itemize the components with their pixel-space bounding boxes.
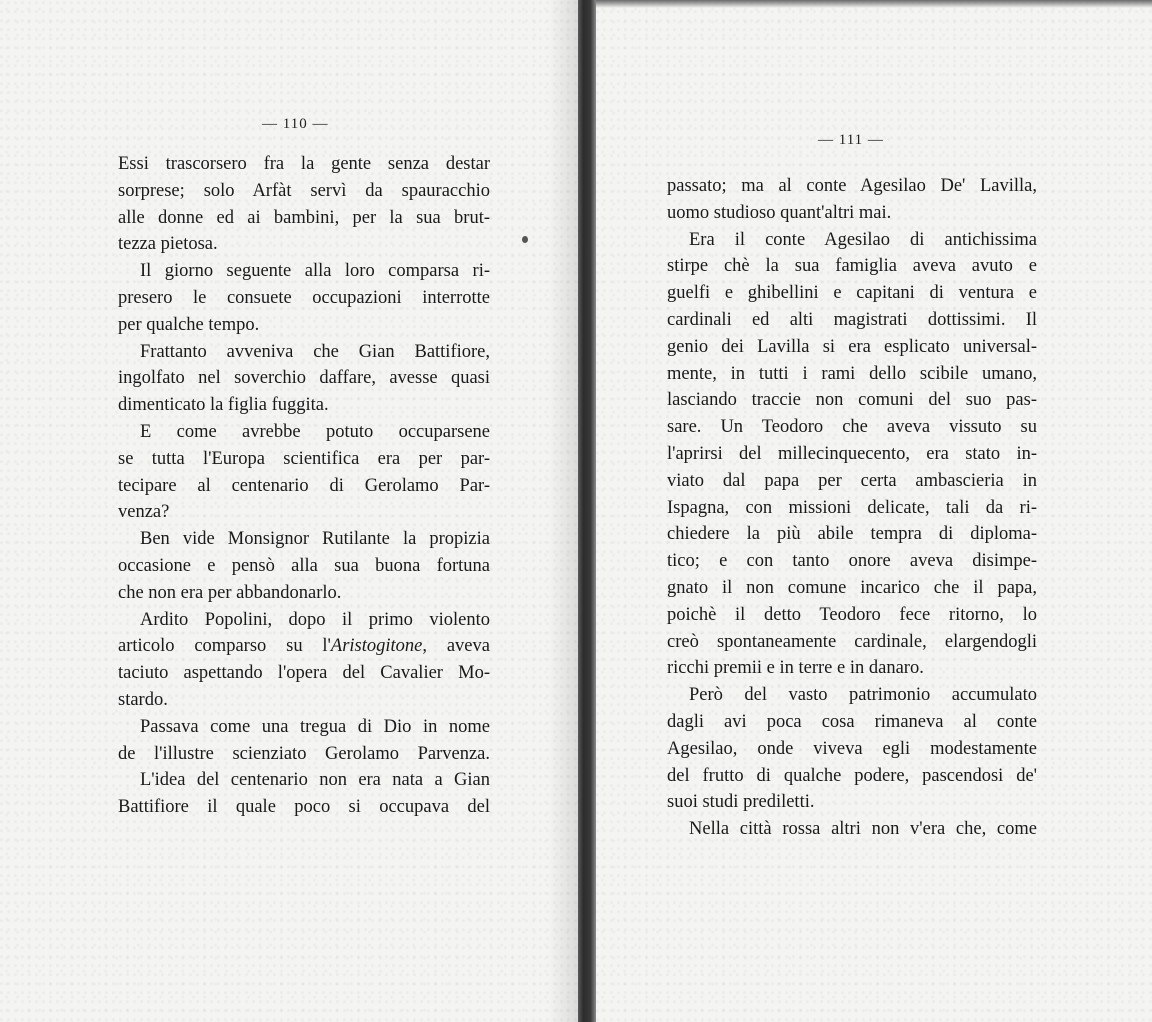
text-line: Passava come una tregua di Dio in nome — [140, 716, 490, 737]
text-line: guelfi e ghibellini e capitani di ventura e — [667, 283, 1037, 304]
page-number-right: — 111 — — [818, 132, 884, 148]
text-line: sare. Un Teodoro che aveva vissuto su — [667, 417, 1037, 438]
text-line: Frattanto avveniva che Gian Battifiore, — [140, 341, 490, 362]
text-line: tecipare al centenario di Gerolamo Par- — [118, 475, 490, 496]
text-fragment: , aveva — [422, 636, 490, 657]
page-top-edge — [596, 0, 1152, 8]
text-line: cardinali ed alti magistrati dottissimi. Il — [667, 309, 1037, 330]
text-line: Ben vide Monsignor Rutilante la propizia — [140, 529, 490, 550]
text-line: per qualche tempo. — [118, 314, 260, 335]
text-line: creò spontaneamente cardinale, elargendogli — [667, 631, 1037, 652]
text-line: se tutta l'Europa scientifica era per par- — [118, 448, 490, 469]
text-line: gnato il non comune incarico che il papa, — [667, 577, 1037, 598]
text-line: occasione e pensò alla sua buona fortuna — [118, 555, 490, 576]
text-line — [118, 633, 490, 660]
text-line: viato dal papa per certa ambascieria in — [667, 470, 1037, 491]
page-number-left: — 110 — — [262, 116, 329, 132]
text-line: poichè il detto Teodoro fece ritorno, lo — [667, 604, 1037, 625]
text-line: che non era per abbandonarlo. — [118, 582, 342, 603]
text-line: alle donne ed ai bambini, per la sua brut- — [118, 207, 490, 228]
ink-speck — [522, 236, 528, 243]
text-line: suoi studi prediletti. — [667, 792, 815, 813]
text-line: tezza pietosa. — [118, 234, 218, 255]
text-line: E come avrebbe potuto occuparsene — [140, 421, 490, 442]
text-line: uomo studioso quant'altri mai. — [667, 202, 892, 223]
text-line: dagli avi poca cosa rimaneva al conte — [667, 711, 1037, 732]
right-page-text — [667, 173, 1037, 843]
text-line: Nella città rossa altri non v'era che, come — [689, 819, 1037, 840]
text-line: ricchi premii e in terre e in danaro. — [667, 658, 924, 679]
text-line: passato; ma al conte Agesilao De' Lavilla, — [667, 176, 1037, 196]
text-line: l'aprirsi del millecinquecento, era stato in- — [667, 443, 1037, 464]
text-line: stirpe chè la sua famiglia aveva avuto e — [667, 256, 1037, 277]
text-line: genio dei Lavilla si era esplicato universal- — [667, 336, 1037, 357]
book-gutter — [578, 0, 596, 1022]
text-fragment: articolo comparso su l' — [118, 636, 331, 657]
text-line: mente, in tutti i rami dello scibile umano, — [667, 363, 1037, 384]
text-line: dimenticato la figlia fuggita. — [118, 395, 329, 416]
gutter-shadow — [548, 0, 578, 1022]
text-line: Battifiore il quale poco si occupava del — [118, 797, 490, 818]
text-line: Ispagna, con missioni delicate, tali da ri- — [667, 497, 1037, 518]
text-line: presero le consuete occupazioni interrotte — [118, 287, 490, 308]
text-line: L'idea del centenario non era nata a Gian — [140, 770, 490, 791]
text-line: Era il conte Agesilao di antichissima — [689, 229, 1037, 250]
text-line: Però del vasto patrimonio accumulato — [689, 685, 1037, 706]
text-line: lasciando traccie non comuni del suo pas- — [667, 390, 1037, 411]
text-line: del frutto di qualche podere, pascendosi de' — [667, 765, 1037, 786]
text-line: stardo. — [118, 689, 168, 710]
journal-title: Aristogitone — [330, 636, 423, 657]
text-line: tico; e con tanto onore aveva disimpe- — [667, 551, 1037, 572]
text-line: Il giorno seguente alla loro comparsa ri- — [140, 261, 490, 282]
text-line: de l'illustre scienziato Gerolamo Parvenza. — [118, 743, 490, 764]
text-line: sorprese; solo Arfàt servì da spauracchio — [118, 180, 490, 201]
text-line: venza? — [118, 502, 170, 523]
text-line: Ardito Popolini, dopo il primo violento — [140, 609, 490, 630]
text-line: Essi trascorsero fra la gente senza destar — [118, 154, 490, 174]
text-line: taciuto aspettando l'opera del Cavalier Mo- — [118, 663, 490, 684]
text-line: chiedere la più abile tempra di diploma- — [667, 524, 1037, 545]
left-page-text — [118, 151, 490, 821]
text-line: ingolfato nel soverchio daffare, avesse quasi — [118, 368, 490, 389]
text-line: Agesilao, onde viveva egli modestamente — [667, 738, 1037, 759]
